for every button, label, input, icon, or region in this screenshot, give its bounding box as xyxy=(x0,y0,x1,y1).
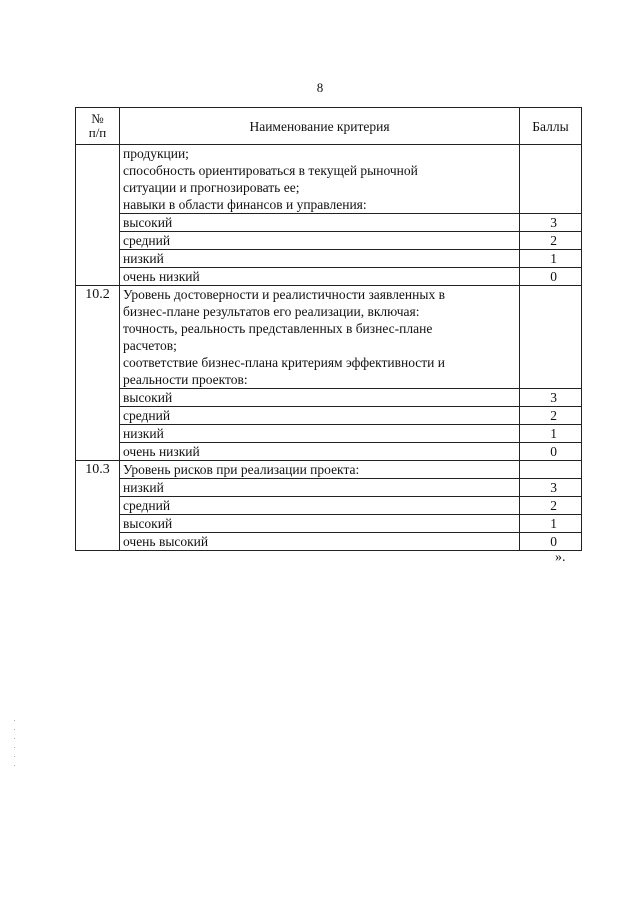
criterion-row xyxy=(76,461,582,479)
header-number-abbrev: п/п xyxy=(88,125,107,140)
header-criterion-name: Наименование критерия xyxy=(120,108,520,145)
level-label: очень низкий xyxy=(120,443,520,461)
criterion-description xyxy=(120,461,520,479)
level-row xyxy=(76,268,582,286)
criterion-score-empty xyxy=(520,461,582,479)
criterion-description xyxy=(120,145,520,214)
level-row xyxy=(76,497,582,515)
header-score: Баллы xyxy=(520,108,582,145)
description-line: соответствие бизнес-плана критериям эффективности и xyxy=(123,355,445,370)
criteria-table xyxy=(75,107,582,551)
level-label: высокий xyxy=(120,214,520,232)
level-row xyxy=(76,425,582,443)
level-score: 0 xyxy=(520,533,582,551)
level-label: высокий xyxy=(120,389,520,407)
criterion-number: 10.3 xyxy=(76,461,120,551)
criterion-number: 10.2 xyxy=(76,286,120,461)
closing-quote-mark: ». xyxy=(555,550,566,565)
criterion-row xyxy=(76,145,582,214)
level-row xyxy=(76,232,582,250)
level-score: 0 xyxy=(520,443,582,461)
description-line: бизнес-плане результатов его реализации, включая: xyxy=(123,304,420,319)
description-line: способность ориентироваться в текущей рыночной xyxy=(123,163,418,178)
description-line: Уровень достоверности и реалистичности заявленных в xyxy=(123,287,445,302)
level-score: 1 xyxy=(520,515,582,533)
table-body xyxy=(76,145,582,551)
description-line: Уровень рисков при реализации проекта: xyxy=(123,462,360,477)
level-label: средний xyxy=(120,497,520,515)
header-number xyxy=(76,108,120,145)
description-line: навыки в области финансов и управления: xyxy=(123,197,367,212)
level-label: средний xyxy=(120,232,520,250)
level-score: 3 xyxy=(520,389,582,407)
level-score: 2 xyxy=(520,407,582,425)
description-line: ситуации и прогнозировать ее; xyxy=(123,180,300,195)
criterion-score-empty xyxy=(520,286,582,389)
level-row xyxy=(76,443,582,461)
level-score: 0 xyxy=(520,268,582,286)
level-row xyxy=(76,250,582,268)
level-label: низкий xyxy=(120,250,520,268)
criterion-number xyxy=(76,145,120,286)
description-line: расчетов; xyxy=(123,338,177,353)
page-number: 8 xyxy=(316,80,324,95)
description-line: реальности проектов: xyxy=(123,372,248,387)
level-label: средний xyxy=(120,407,520,425)
criterion-row xyxy=(76,286,582,389)
level-row xyxy=(76,389,582,407)
table-header-row xyxy=(76,108,582,145)
level-row xyxy=(76,515,582,533)
level-score: 3 xyxy=(520,214,582,232)
level-score: 1 xyxy=(520,250,582,268)
description-line: продукции; xyxy=(123,146,189,161)
criterion-score-empty xyxy=(520,145,582,214)
level-label: низкий xyxy=(120,425,520,443)
level-label: очень низкий xyxy=(120,268,520,286)
level-row xyxy=(76,407,582,425)
level-row xyxy=(76,479,582,497)
level-score: 2 xyxy=(520,232,582,250)
scan-margin-marks xyxy=(14,720,17,774)
header-number-symbol: № xyxy=(91,111,104,126)
description-line: точность, реальность представленных в бизнес-плане xyxy=(123,321,433,336)
level-label: низкий xyxy=(120,479,520,497)
level-row xyxy=(76,214,582,232)
level-score: 1 xyxy=(520,425,582,443)
level-row xyxy=(76,533,582,551)
level-score: 2 xyxy=(520,497,582,515)
level-label: высокий xyxy=(120,515,520,533)
criterion-description xyxy=(120,286,520,389)
level-label: очень высокий xyxy=(120,533,520,551)
level-score: 3 xyxy=(520,479,582,497)
